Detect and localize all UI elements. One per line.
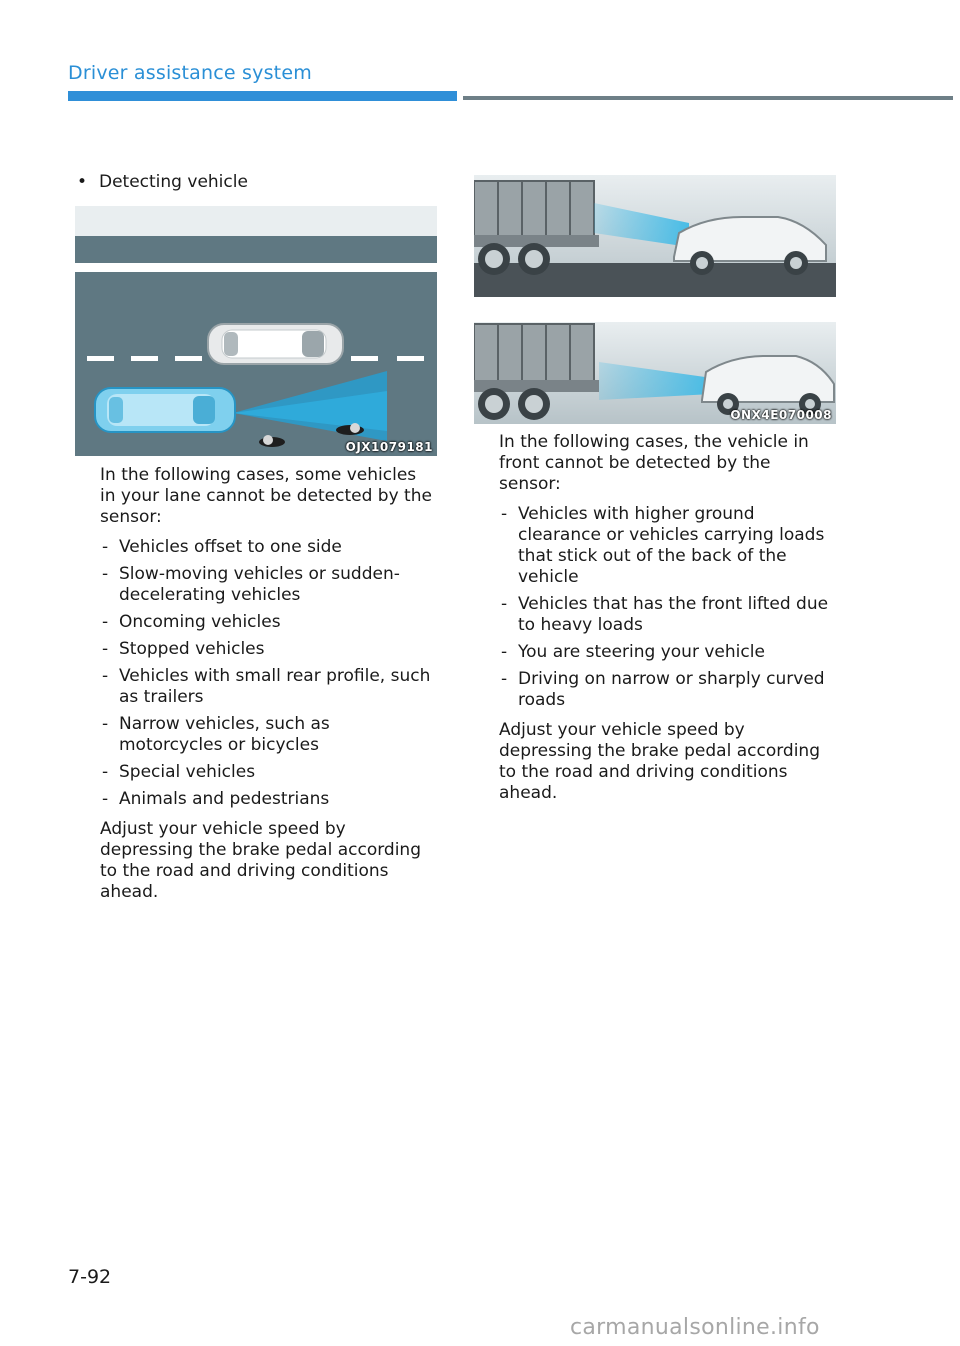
list-dash: - [102,762,109,782]
truck-sideview-illustration [474,175,836,424]
ego-car [95,388,235,432]
left-column [75,172,437,912]
panel-top [474,175,836,297]
left-outro: Adjust your vehicle speed by depressing the brake pedal according to the road and driving conditions ahead. [100,819,421,902]
right-outro: Adjust your vehicle speed by depressing the brake pedal according to the road and driving conditions ahead. [499,720,820,803]
list-item: - Animals and pedestrians [102,789,330,809]
bullet-item [75,172,437,192]
list-item: - Driving on narrow or sharply curved roads [501,669,825,710]
list-item: - Stopped vehicles [102,639,265,659]
left-intro: In the following cases, some vehicles in your lane cannot be detected by the sensor: [100,465,432,527]
list-item: - Slow-moving vehicles or sudden-decelerating vehicles [102,564,400,605]
bullet-marker: • [77,172,88,192]
list-dash: - [501,642,508,662]
figure-code: OJX1079181 [345,440,433,454]
list-item: - Oncoming vehicles [102,612,281,632]
list-item: - You are steering your vehicle [501,642,765,662]
left-list [100,537,437,810]
list-item: - Vehicles offset to one side [102,537,342,557]
left-text [100,465,437,903]
figure-detecting-vehicle-topview [75,206,437,456]
road-topview-illustration [75,206,437,456]
list-dash: - [102,666,109,686]
list-dash: - [102,612,109,632]
list-item: - Vehicles that has the front lifted due to heavy loads [501,594,829,635]
list-dash: - [501,594,508,614]
figure-code: ONX4E070008 [730,408,832,422]
list-item: - Narrow vehicles, such as motorcycles or bicycles [102,714,330,755]
list-dash: - [102,789,109,809]
list-dash: - [501,669,508,689]
list-item: - Vehicles with higher ground clearance or vehicles carrying loads that stick out of the back of the vehicle [501,504,825,587]
watermark: carmanualsonline.info [570,1315,820,1340]
bullet-text: Detecting vehicle [99,172,248,192]
list-item: - Vehicles with small rear profile, such as trailers [102,666,431,707]
header-rule [463,96,953,100]
list-dash: - [102,639,109,659]
list-item: - Special vehicles [102,762,256,782]
list-dash: - [102,714,109,734]
page-number: 7-92 [68,1266,112,1288]
list-dash: - [102,564,109,584]
right-text [499,432,836,804]
list-dash: - [102,537,109,557]
figure-truck-sideview [474,175,836,424]
right-list [499,504,836,711]
right-column [474,175,836,813]
right-intro: In the following cases, the vehicle in front cannot be detected by the sensor: [499,432,809,494]
car-ahead [208,324,343,364]
header-title: Driver assistance system [68,62,312,84]
header-accent-bar [68,91,457,101]
list-dash: - [501,504,508,524]
